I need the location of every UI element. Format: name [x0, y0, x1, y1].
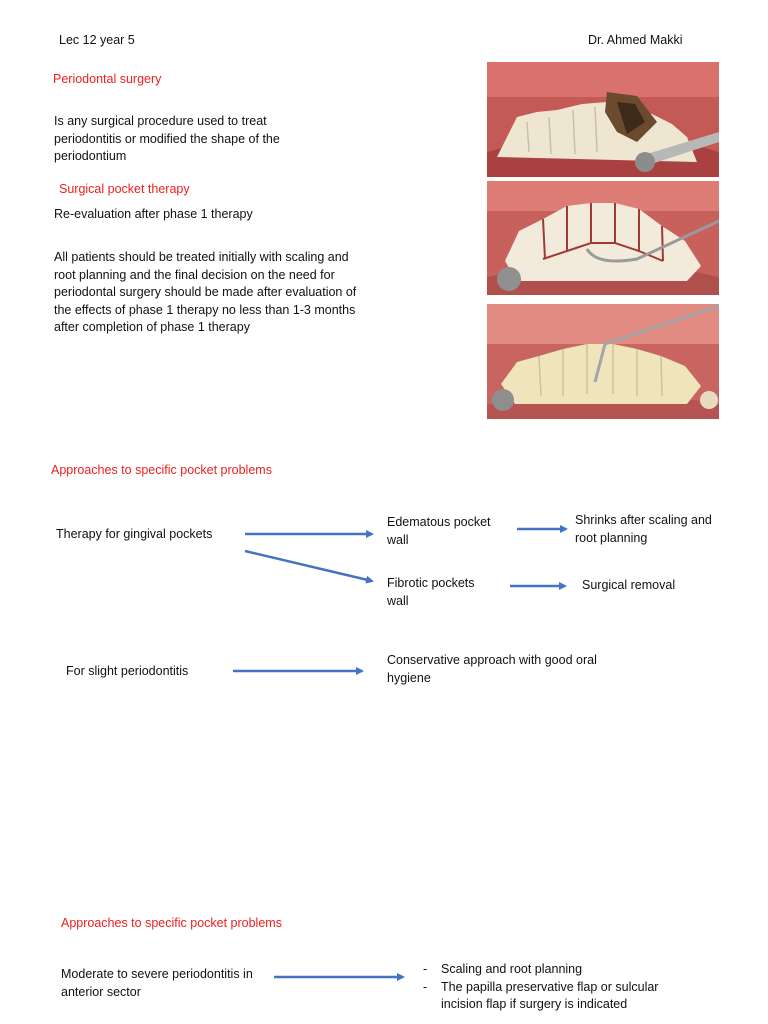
section-subheading-pocket-therapy: Surgical pocket therapy [59, 182, 190, 196]
phase1-paragraph: All patients should be treated initially with scaling and root planning and the final decision on the need for periodontal surgery should be made after evaluation of the effects of phase 1 therapy no less than 1-3 months after completion of phase 1 therapy [54, 250, 357, 334]
author-name: Dr. Ahmed Makki [588, 33, 683, 47]
slight-periodontitis-label: For slight periodontitis [66, 664, 189, 678]
edematous-result-text: Shrinks after scaling and root planning [575, 513, 712, 545]
definition-text: Is any surgical procedure used to treat periodontitis or modified the shape of the periodontium [54, 114, 280, 163]
section-heading-periodontal-surgery: Periodontal surgery [53, 72, 162, 86]
arrow-to-fibrotic [245, 551, 372, 581]
gingival-pockets-label: Therapy for gingival pockets [56, 527, 213, 541]
list-item: - The papilla preservative flap or sulcular incision flap if surgery is indicated [421, 979, 681, 1014]
reevaluation-text: Re-evaluation after phase 1 therapy [54, 207, 253, 221]
moderate-severe-label: Moderate to severe periodontitis in anterior sector [61, 967, 253, 999]
fibrotic-wall-label: Fibrotic pockets wall [387, 576, 475, 608]
section-heading-approaches-2: Approaches to specific pocket problems [61, 916, 282, 930]
section-heading-approaches: Approaches to specific pocket problems [51, 463, 272, 477]
conservative-approach-text: Conservative approach with good oral hygiene [387, 653, 597, 685]
edematous-wall-label: Edematous pocket wall [387, 515, 491, 547]
list-item: - Scaling and root planning [421, 961, 681, 979]
fibrotic-result-text: Surgical removal [582, 578, 676, 592]
lecture-label: Lec 12 year 5 [59, 33, 135, 47]
